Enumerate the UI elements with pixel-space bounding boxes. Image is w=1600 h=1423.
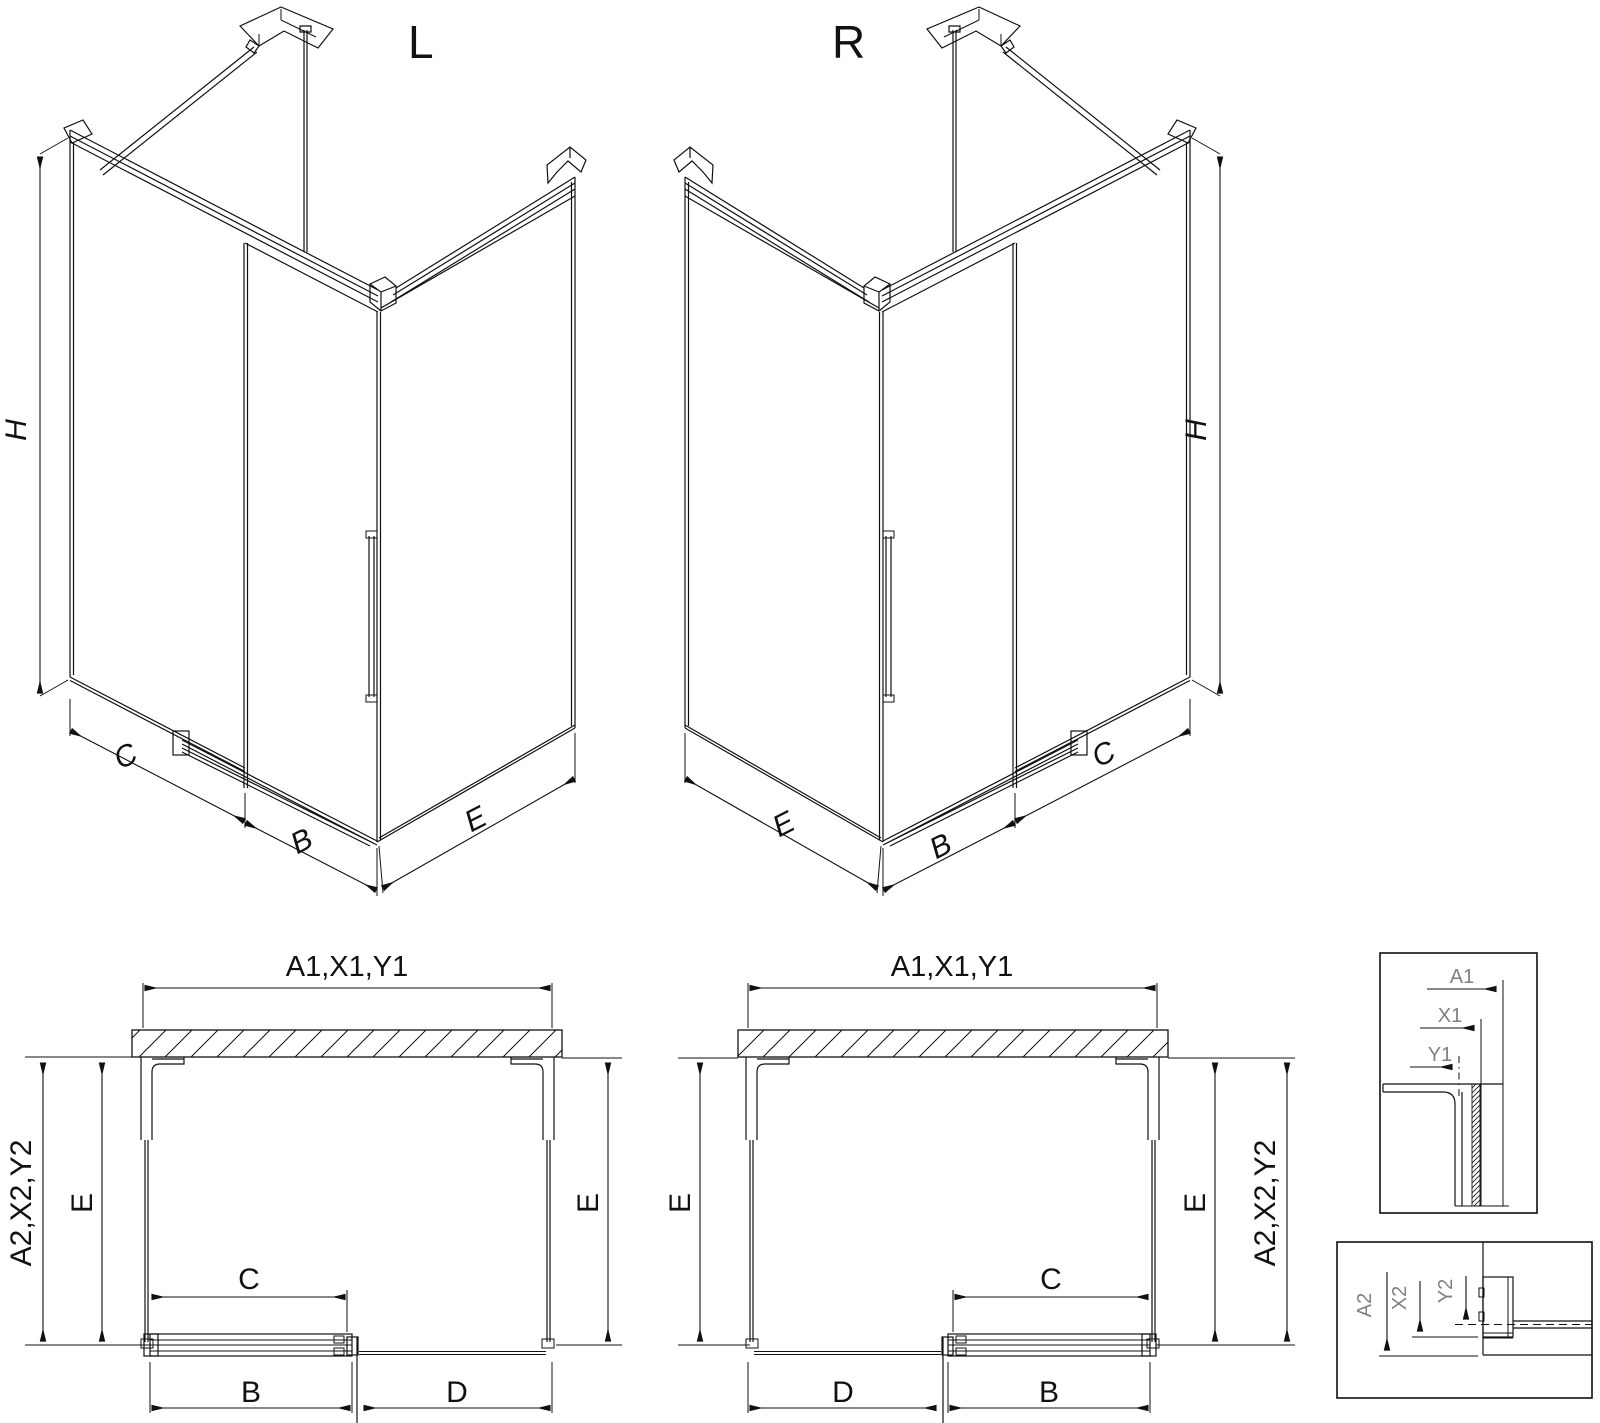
wall-bracket-right-icon <box>547 147 586 183</box>
glass-wall-right <box>1116 1057 1159 1348</box>
dim-label-h: H <box>1180 419 1213 441</box>
dimension-a1-top <box>143 951 552 1028</box>
dimension-d-bottom <box>364 1362 552 1413</box>
iso-view-left <box>0 7 586 896</box>
door-handle <box>369 536 374 697</box>
dimension-e-left <box>66 1063 102 1341</box>
dim-label-a2x2y2: A2,X2,Y2 <box>1249 1139 1282 1267</box>
dimension-x2 <box>1389 1278 1478 1337</box>
iso-view-right <box>674 7 1220 896</box>
top-rail-side <box>685 177 869 302</box>
wall-profile-section <box>1455 1242 1592 1355</box>
variant-label-right: R <box>832 16 866 68</box>
wall-bracket-left-icon <box>674 147 713 183</box>
dim-label-b: B <box>240 1376 262 1409</box>
dimension-e-right <box>1179 1063 1215 1341</box>
fixed-panel-front <box>1015 130 1190 775</box>
wall-hatch <box>132 1030 562 1057</box>
sliding-door-panel <box>244 243 378 788</box>
dimension-y1 <box>1410 1044 1459 1096</box>
support-bar <box>949 26 960 252</box>
dim-label-a1x1y1: A1,X1,Y1 <box>890 951 1014 983</box>
dimension-c-inner <box>953 1263 1148 1332</box>
glass-wall-right <box>511 1057 554 1348</box>
wall-hatch <box>738 1030 1168 1057</box>
dim-label-e: E <box>1179 1192 1212 1214</box>
dimension-c-inner <box>152 1263 347 1332</box>
dim-label-c: C <box>108 736 143 777</box>
dim-label-e: E <box>767 805 801 844</box>
dim-label-h: H <box>0 419 33 441</box>
corner-edge <box>880 312 884 842</box>
bottom-rail <box>883 731 1087 846</box>
dim-label-x1: X1 <box>1437 1005 1463 1027</box>
dim-label-e: E <box>664 1192 697 1214</box>
detail-view-bottom <box>1337 1242 1592 1398</box>
dimension-h-left <box>0 138 68 696</box>
dim-label-d: D <box>832 1376 854 1409</box>
dim-label-c: C <box>1086 734 1121 775</box>
dim-label-y2: Y2 <box>1435 1278 1457 1304</box>
plan-view-right <box>664 951 1295 1423</box>
dimension-a2-side <box>5 1063 43 1341</box>
top-rail-side <box>391 177 575 302</box>
dimension-e <box>685 733 881 893</box>
dimension-b-bottom <box>150 1362 352 1413</box>
dimension-e-left <box>664 1063 700 1341</box>
dimension-b-bottom <box>948 1362 1150 1413</box>
wall-bracket-top-icon <box>927 7 1160 175</box>
dimension-a2-side <box>1249 1063 1287 1341</box>
dim-label-a2: A2 <box>1354 1292 1376 1318</box>
dim-label-e: E <box>66 1192 99 1214</box>
dim-label-x2: X2 <box>1389 1285 1411 1311</box>
side-panel-left <box>685 177 883 842</box>
dim-label-c: C <box>1040 1263 1062 1296</box>
corner-edge <box>377 312 381 842</box>
dim-label-a2x2y2: A2,X2,Y2 <box>5 1139 38 1267</box>
dim-label-b: B <box>1038 1376 1060 1409</box>
dimension-e <box>379 733 575 893</box>
dim-label-b: B <box>285 822 319 861</box>
door-handle <box>886 536 891 697</box>
dimension-e-right <box>572 1063 608 1341</box>
dim-label-a1: A1 <box>1449 966 1475 988</box>
plan-view-left <box>5 951 622 1423</box>
glass-wall-left <box>746 1057 789 1348</box>
dimension-a1-top <box>748 951 1157 1028</box>
detail-view-top <box>1380 953 1537 1213</box>
door-rail-plan <box>942 1334 1156 1356</box>
dimension-a2 <box>1354 1272 1478 1356</box>
glass-wall-left <box>141 1057 184 1348</box>
support-bar <box>300 26 311 252</box>
dimension-d-bottom <box>748 1362 936 1413</box>
door-rail-plan <box>144 1334 358 1356</box>
dim-label-a1x1y1: A1,X1,Y1 <box>285 951 409 983</box>
wall-bracket-top-icon <box>100 7 333 175</box>
top-rail-front <box>64 120 378 302</box>
dim-label-b: B <box>924 827 958 866</box>
sliding-door-panel <box>882 243 1017 788</box>
wall-profile-section <box>1383 1084 1509 1206</box>
variant-label-left: L <box>408 16 434 68</box>
fixed-panel-front <box>70 130 245 772</box>
dimension-b <box>883 823 1014 896</box>
dim-label-e: E <box>572 1192 605 1214</box>
dim-label-y1: Y1 <box>1427 1044 1453 1066</box>
top-rail-front <box>882 120 1196 302</box>
tray-edge-line <box>754 1352 941 1355</box>
side-panel-right <box>377 177 575 842</box>
dim-label-e: E <box>459 800 493 839</box>
dim-label-d: D <box>446 1376 468 1409</box>
dim-label-c: C <box>238 1263 260 1296</box>
glass-section-hatch <box>1472 1084 1480 1206</box>
dimension-y2 <box>1435 1276 1466 1319</box>
dimension-b <box>246 822 377 896</box>
bottom-rail <box>173 731 377 846</box>
tray-edge-line <box>359 1352 546 1355</box>
